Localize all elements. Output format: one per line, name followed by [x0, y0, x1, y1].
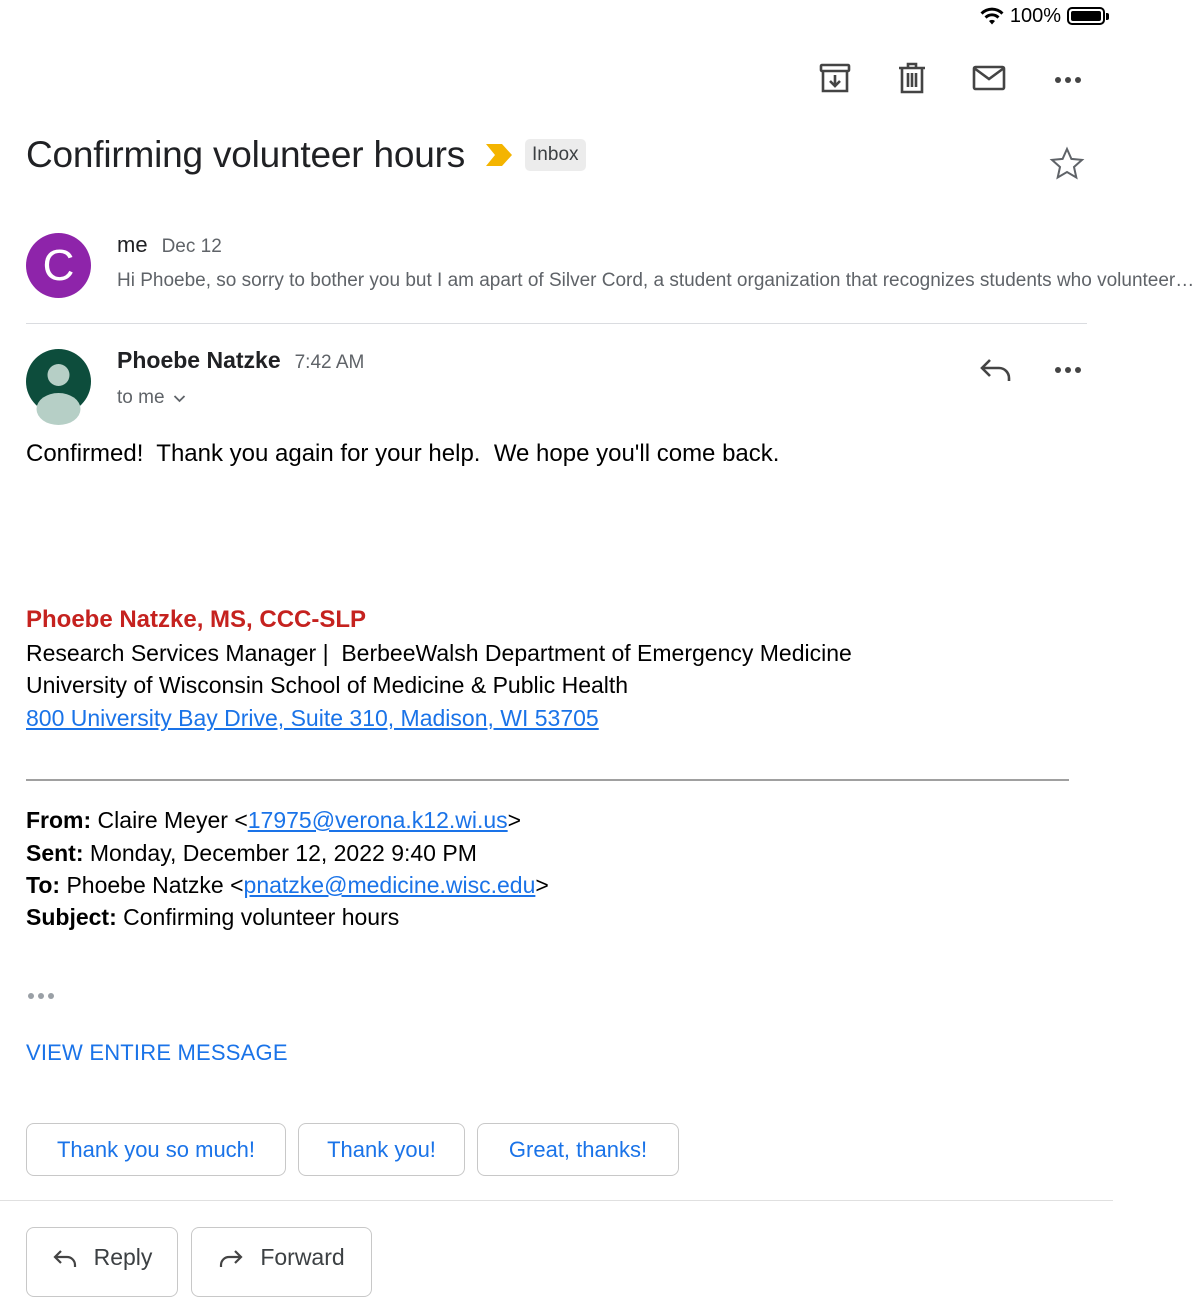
delete-button[interactable] [892, 58, 932, 98]
more-options-button[interactable] [1048, 58, 1088, 98]
battery-percent: 100% [1009, 4, 1061, 27]
view-entire-message-link[interactable]: VIEW ENTIRE MESSAGE [26, 1040, 288, 1065]
thread-subject: Confirming volunteer hours [26, 134, 466, 175]
battery-icon [1067, 7, 1105, 25]
mark-unread-button[interactable] [969, 58, 1009, 98]
message-2-header [117, 347, 364, 374]
message-snippet[interactable]: Hi Phoebe, so sorry to bother you but I am apart of Silver Cord, a student organization that recognizes students who volunteer… [117, 270, 1194, 291]
bottom-divider [0, 1200, 1113, 1201]
status-bar [980, 0, 1105, 32]
avatar-sender[interactable] [26, 349, 91, 414]
message-date: Dec 12 [161, 236, 222, 257]
forward-button[interactable] [191, 1227, 372, 1297]
person-icon [26, 349, 91, 414]
subject-row [26, 134, 586, 176]
archive-button[interactable] [815, 58, 855, 98]
message-1-header[interactable] [117, 232, 222, 258]
quoted-sent: Sent: Monday, December 12, 2022 9:40 PM [26, 840, 477, 866]
reply-label: Reply [93, 1244, 153, 1270]
archive-icon [818, 61, 852, 95]
show-trimmed-content-icon[interactable] [26, 988, 58, 1004]
more-horizontal-icon [1051, 353, 1085, 387]
sender-name: me [117, 232, 148, 257]
signature-name: Phoebe Natzke, MS, CCC-SLP [26, 606, 367, 633]
reply-icon [52, 1246, 78, 1270]
recipient-label: to me [117, 387, 165, 408]
forward-label: Forward [260, 1244, 345, 1270]
smart-reply-2[interactable]: Thank you! [298, 1123, 465, 1176]
to-email-link[interactable]: pnatzke@medicine.wisc.edu [243, 872, 536, 898]
quoted-subject: Subject: Confirming volunteer hours [26, 904, 400, 930]
signature-title: Research Services Manager | BerbeeWalsh Department of Emergency Medicine [26, 640, 852, 666]
avatar-me[interactable]: C [26, 233, 91, 298]
star-icon[interactable] [1049, 146, 1085, 182]
quoted-to: To: Phoebe Natzke <pnatzke@medicine.wisc.edu> [26, 872, 549, 898]
reply-icon[interactable] [977, 352, 1015, 388]
message-time: 7:42 AM [294, 352, 365, 373]
sender-name: Phoebe Natzke [117, 347, 281, 373]
forward-icon [218, 1246, 244, 1270]
reply-button[interactable] [26, 1227, 178, 1297]
smart-reply-1[interactable]: Thank you so much! [26, 1123, 286, 1176]
from-email-link[interactable]: 17975@verona.k12.wi.us [247, 807, 508, 833]
more-horizontal-icon [1051, 61, 1085, 95]
message-more-button[interactable] [1048, 352, 1088, 388]
importance-marker-icon[interactable] [485, 143, 513, 167]
quote-divider [26, 779, 1069, 781]
message-body: Confirmed! Thank you again for your help. We hope you'll come back. [26, 440, 780, 467]
mail-icon [972, 61, 1006, 95]
wifi-icon [980, 6, 1004, 26]
signature-organization: University of Wisconsin School of Medicine & Public Health [26, 672, 629, 698]
signature-address-link[interactable]: 800 University Bay Drive, Suite 310, Madison, WI 53705 [26, 705, 599, 731]
label-chip-inbox[interactable]: Inbox [525, 139, 585, 171]
quoted-from: From: Claire Meyer <17975@verona.k12.wi.us> [26, 807, 522, 833]
recipient-details-toggle[interactable] [117, 387, 186, 409]
trash-icon [895, 61, 929, 95]
message-divider [26, 323, 1087, 324]
smart-reply-3[interactable]: Great, thanks! [477, 1123, 679, 1176]
chevron-down-icon [173, 394, 186, 403]
